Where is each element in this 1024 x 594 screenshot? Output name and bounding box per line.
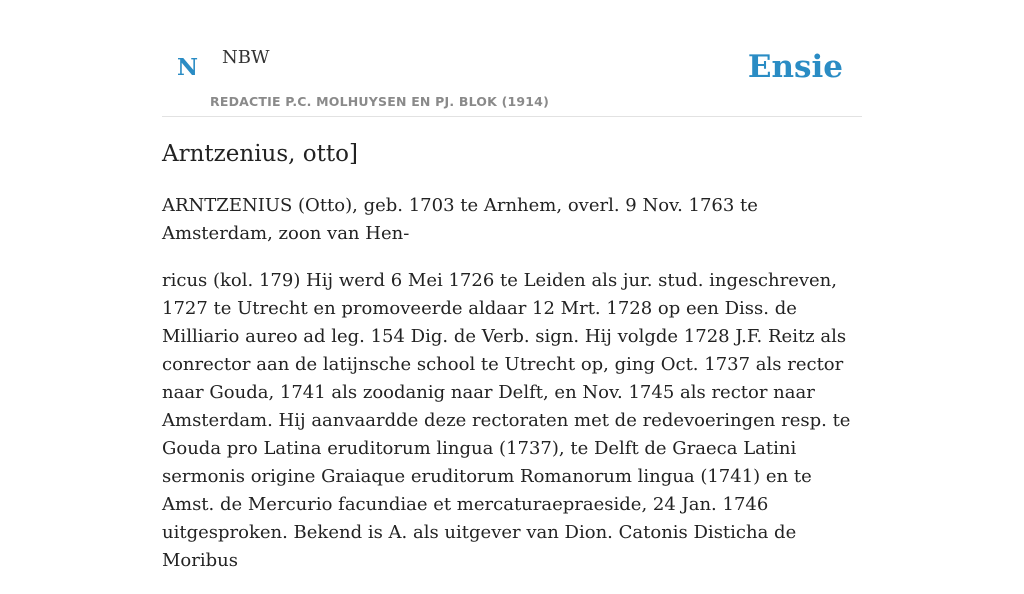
article-body (162, 192, 862, 594)
site-header (162, 0, 862, 117)
brand-logo[interactable]: Ensie (747, 49, 843, 85)
article-paragraph: ARNTZENIUS (Otto), geb. 1703 te Arnhem, overl. 9 Nov. 1763 te Amsterdam, zoon van Hen- (162, 195, 758, 244)
source-abbreviation[interactable]: NBW (222, 47, 270, 68)
article-title: Arntzenius, otto] (162, 141, 358, 167)
article-paragraph: ricus (kol. 179) Hij werd 6 Mei 1726 te Leiden als jur. stud. ingeschreven, 1727 te Utrecht en promoveerde aldaar 12 Mrt. 1728 op een Diss. de Milliario aureo ad leg. 154 Dig. de Verb. sign. Hij volgde 1728 J.F. Reitz als conrector aan de latijnsche school te Utrecht op, ging Oct. 1737 als rector naar Gouda, 1741 als zoodanig naar Delft, en Nov. 1745 als rector naar Amsterdam. Hij aanvaardde deze rectoraten met de redevoeringen resp. te Gouda pro Latina eruditorum lingua (1737), te Delft de Graeca Latini sermonis origine Graiaque eruditorum Romanorum lingua (1741) en te Amst. de Mercurio facundiae et mercaturaepraeside, 24 Jan. 1746 uitgesproken. Bekend is A. als uitgever van Dion. Catonis Disticha de Moribus (162, 270, 851, 571)
source-logo-icon[interactable]: N (177, 54, 199, 81)
source-subtitle: REDACTIE P.C. MOLHUYSEN EN PJ. BLOK (1914) (210, 94, 549, 109)
